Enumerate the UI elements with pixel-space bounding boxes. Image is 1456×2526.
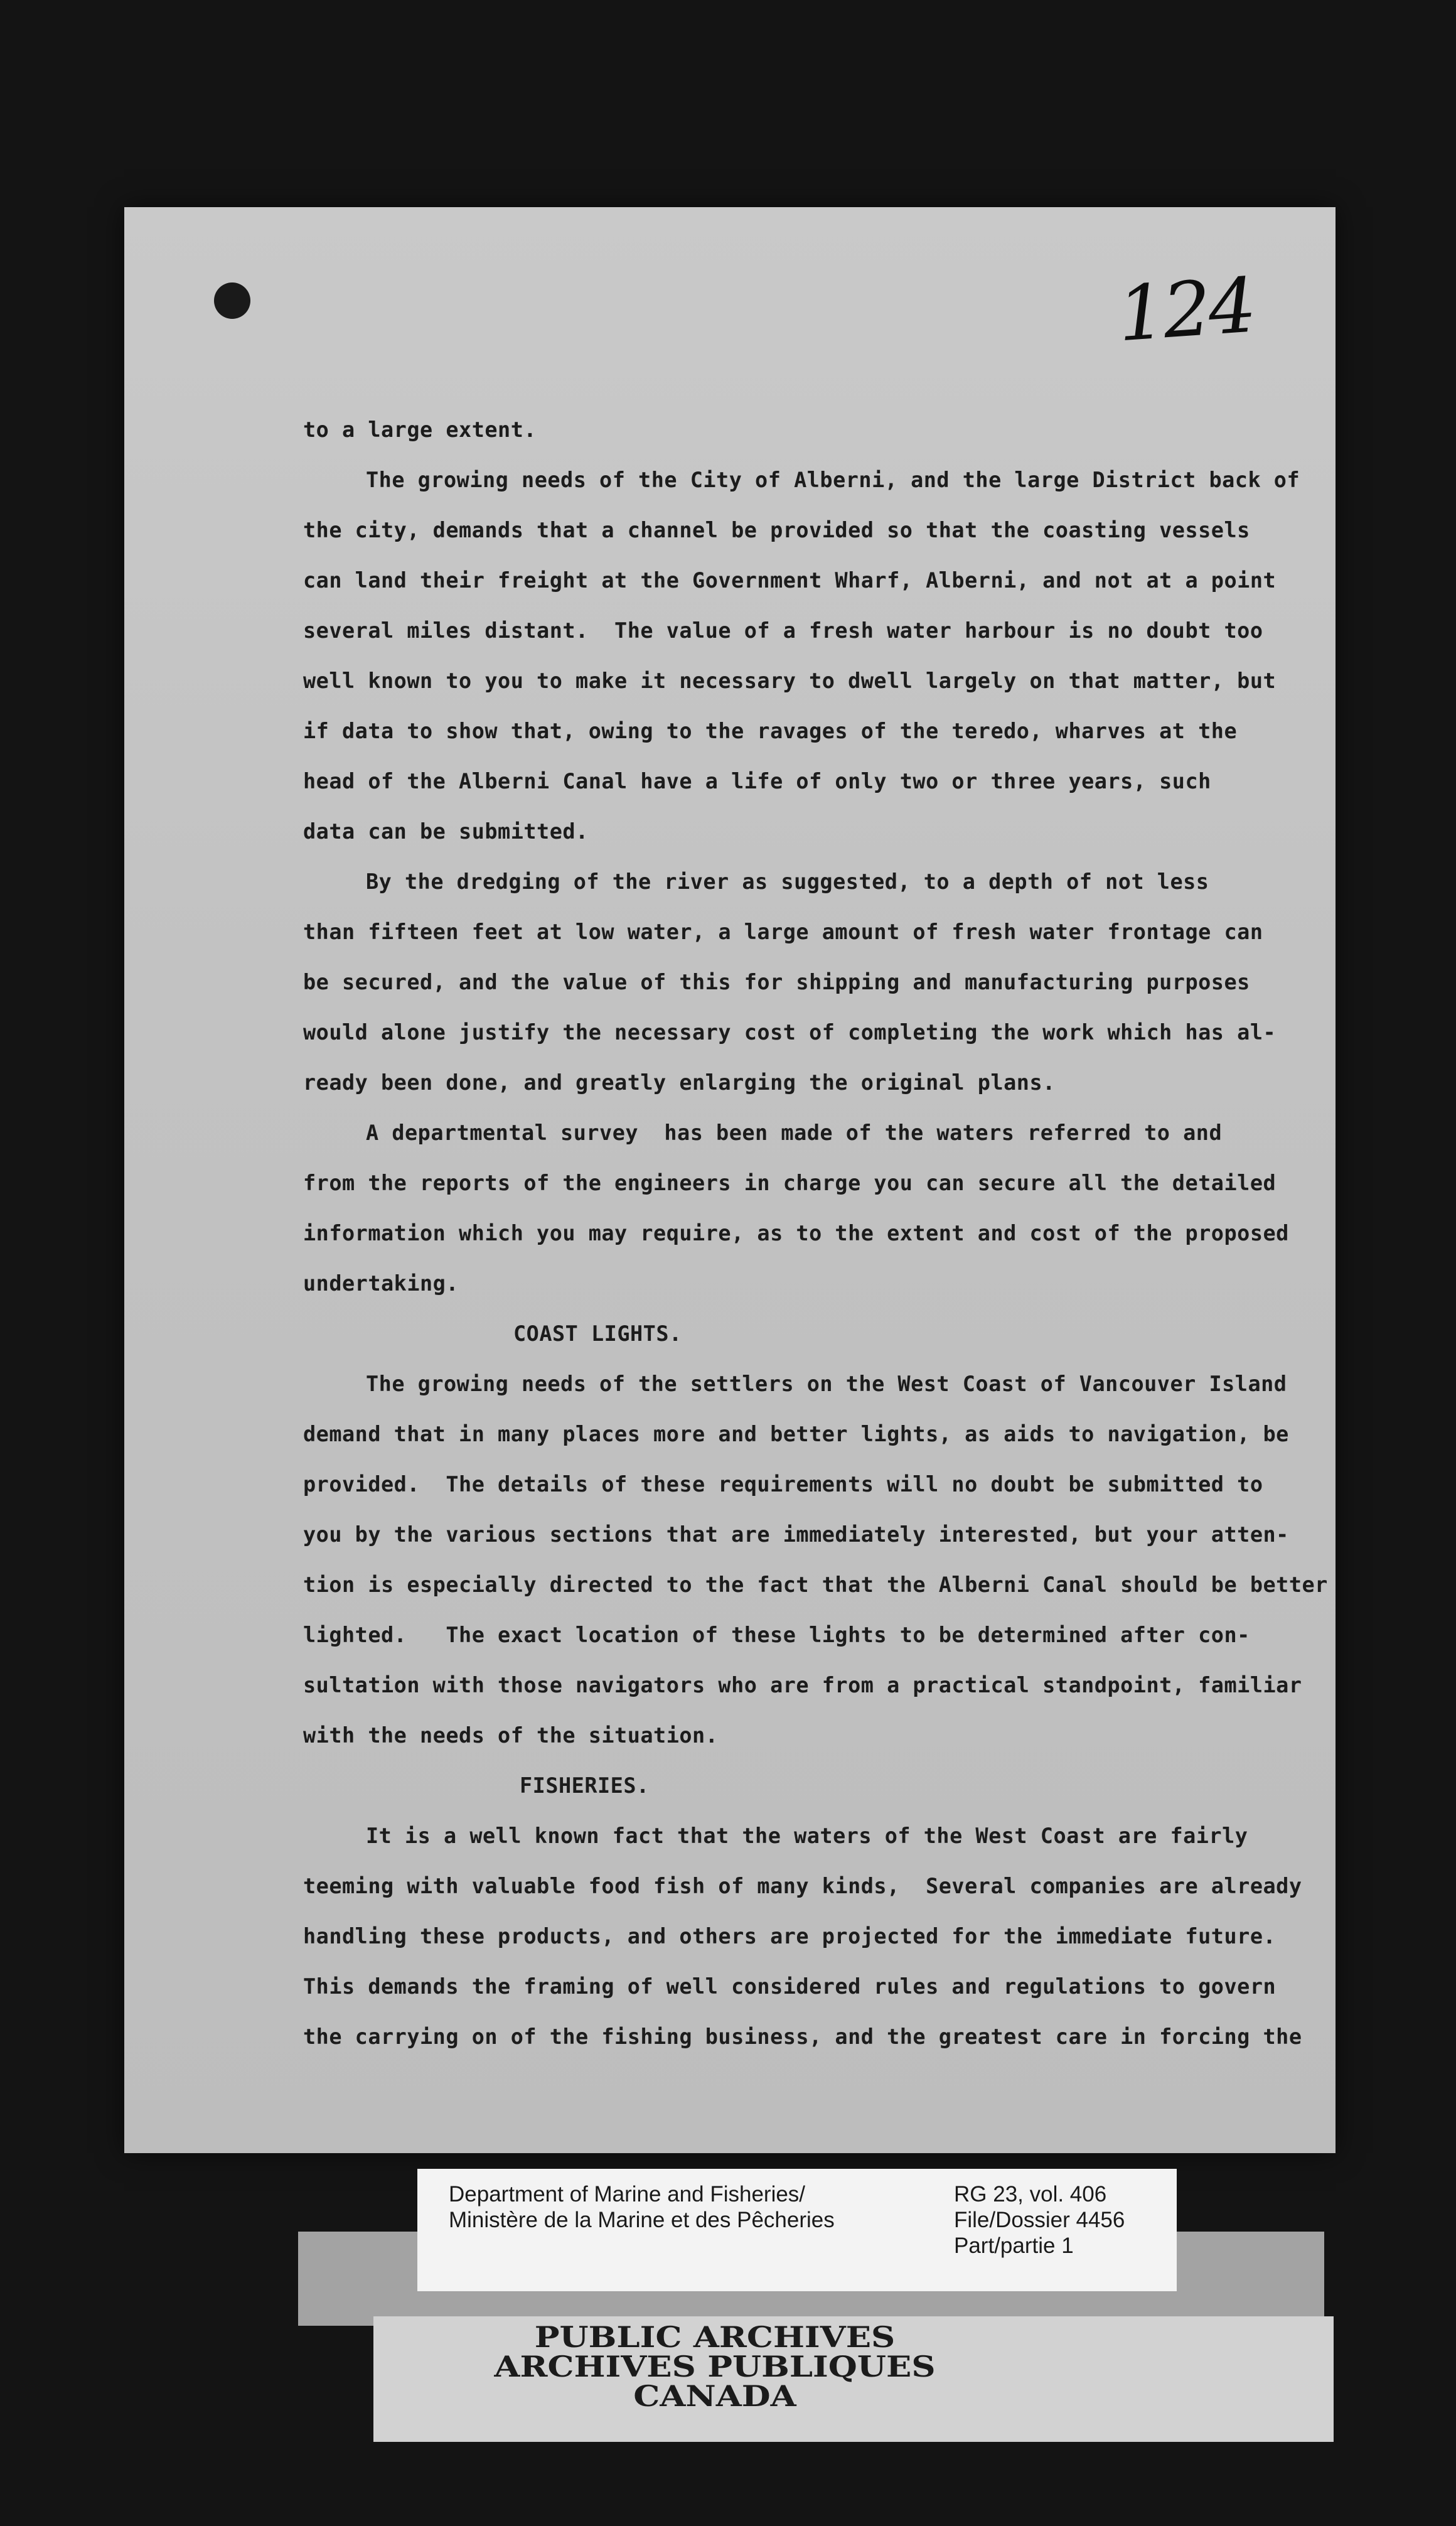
- text-line: The growing needs of the City of Alberni, and the large District back of: [366, 468, 1300, 492]
- section-heading: COAST LIGHTS.: [513, 1321, 682, 1346]
- text-line: sultation with those navigators who are from a practical standpoint, familiar: [303, 1673, 1302, 1697]
- section-heading: FISHERIES.: [520, 1773, 650, 1798]
- text-line: This demands the framing of well considered rules and regulations to govern: [303, 1974, 1277, 1999]
- text-line: A departmental survey has been made of the waters referred to and: [366, 1121, 1223, 1145]
- text-line: handling these products, and others are projected for the immediate future.: [303, 1924, 1277, 1948]
- text-line: with the needs of the situation.: [303, 1723, 719, 1748]
- text-line: than fifteen feet at low water, a large amount of fresh water frontage can: [303, 920, 1263, 944]
- text-line: the carrying on of the fishing business, and the greatest care in forcing the: [303, 2024, 1302, 2049]
- text-line: information which you may require, as to the extent and cost of the proposed: [303, 1221, 1289, 1245]
- label-department: [449, 2181, 835, 2233]
- text-line: undertaking.: [303, 1271, 459, 1296]
- archive-label: [417, 2169, 1177, 2291]
- text-line: The growing needs of the settlers on the West Coast of Vancouver Island: [366, 1372, 1287, 1396]
- document-body: [303, 405, 1328, 2062]
- text-line: data can be submitted.: [303, 819, 589, 844]
- text-line: if data to show that, owing to the ravages of the teredo, wharves at the: [303, 719, 1238, 743]
- text-line: can land their freight at the Government Wharf, Alberni, and not at a point: [303, 568, 1277, 593]
- page-number: 124: [1115, 262, 1257, 359]
- text-line: It is a well known fact that the waters of the West Coast are fairly: [366, 1824, 1248, 1848]
- text-line: you by the various sections that are immediately interested, but your atten-: [303, 1522, 1289, 1547]
- document-page: [124, 207, 1336, 2153]
- text-line: lighted. The exact location of these lights to be determined after con-: [303, 1623, 1250, 1647]
- part-number: Part/partie 1: [954, 2233, 1074, 2258]
- text-line: demand that in many places more and better lights, as aids to navigation, be: [303, 1422, 1289, 1446]
- text-line: ready been done, and greatly enlarging the original plans.: [303, 1070, 1056, 1095]
- file-number: File/Dossier 4456: [954, 2208, 1125, 2232]
- label-reference: [954, 2181, 1125, 2259]
- text-line: provided. The details of these requirements will no doubt be submitted to: [303, 1472, 1263, 1497]
- record-group: RG 23, vol. 406: [954, 2182, 1107, 2206]
- stamp-line-3: CANADA: [633, 2379, 796, 2413]
- text-line: to a large extent.: [303, 417, 537, 442]
- department-en: Department of Marine and Fisheries/: [449, 2182, 806, 2206]
- text-line: the city, demands that a channel be provided so that the coasting vessels: [303, 518, 1250, 542]
- text-line: teeming with valuable food fish of many kinds, Several companies are already: [303, 1874, 1302, 1898]
- text-line: head of the Alberni Canal have a life of only two or three years, such: [303, 769, 1211, 793]
- text-line: from the reports of the engineers in charge you can secure all the detailed: [303, 1171, 1277, 1195]
- text-line: well known to you to make it necessary to dwell largely on that matter, but: [303, 669, 1277, 693]
- stamp-line-1: PUBLIC ARCHIVES: [534, 2320, 896, 2354]
- text-line: several miles distant. The value of a fresh water harbour is no doubt too: [303, 618, 1263, 643]
- text-line: be secured, and the value of this for shipping and manufacturing purposes: [303, 970, 1250, 994]
- stamp-line-2: ARCHIVES PUBLIQUES: [494, 2350, 936, 2384]
- text-line: By the dredging of the river as suggested, to a depth of not less: [366, 869, 1209, 894]
- text-line: tion is especially directed to the fact that the Alberni Canal should be better: [303, 1572, 1328, 1597]
- text-line: would alone justify the necessary cost of completing the work which has al-: [303, 1020, 1277, 1045]
- archive-stamp: [0, 2320, 1456, 2413]
- department-fr: Ministère de la Marine et des Pêcheries: [449, 2208, 835, 2232]
- punch-hole: [214, 282, 250, 319]
